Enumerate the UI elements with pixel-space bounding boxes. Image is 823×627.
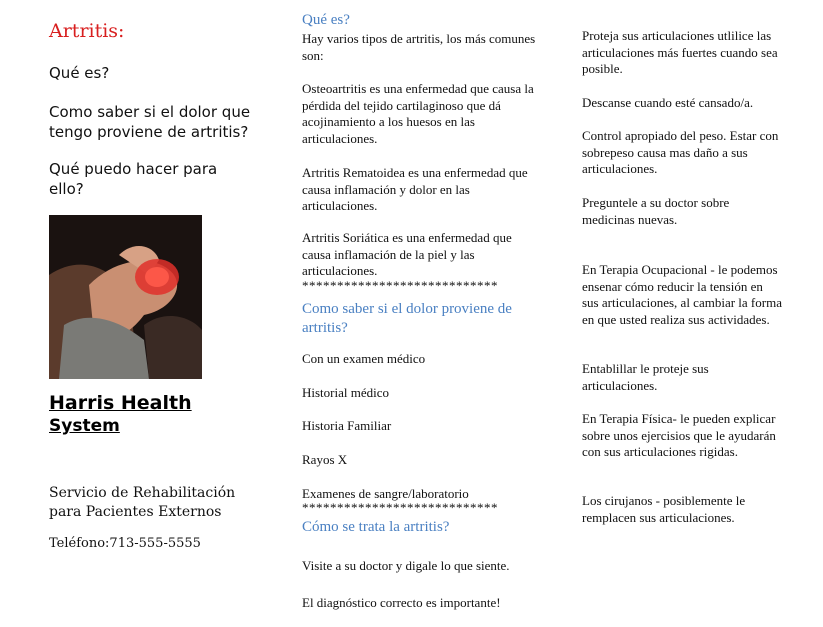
question-how-to-know: Como saber si el dolor que tengo proviene de artritis? [49, 103, 251, 141]
heading-how-to-know: Como saber si el dolor proviene de artritis? [302, 301, 512, 336]
intro-text: Hay varios tipos de artritis, los más comunes son: [302, 31, 536, 63]
separator-2: **************************** [302, 500, 498, 515]
separator-1: **************************** [302, 278, 498, 293]
type-rheumatoid: Artritis Rematoidea es una enfermedad que causa inflamación y dolor en las articulaciones. [302, 165, 528, 214]
heading-what-is: Qué es? [302, 12, 350, 28]
brochure-title: Artritis: [49, 20, 125, 42]
method-blood-test: Examenes de sangre/laboratorio [302, 486, 469, 501]
advice-visit-doctor: Visite a su doctor y digale lo que siente. [302, 558, 510, 573]
brand-name [49, 392, 192, 438]
heading-treatment: Cómo se trata la artritis? [302, 519, 450, 535]
advice-diagnosis: El diagnóstico correcto es importante! [302, 595, 501, 610]
method-history: Historial médico [302, 385, 390, 400]
question-what-is: Qué es? [49, 64, 110, 82]
hand-pain-photo [49, 215, 202, 379]
hand-photo-icon [49, 215, 202, 379]
tip-protect-joints: Proteja sus articulaciones utlilice las articulaciones más fuertes cuando sea posible. [582, 28, 778, 77]
tip-splinting: Entablillar le proteje sus articulaciones. [582, 361, 709, 393]
tip-weight-control: Control apropiado del peso. Estar con sobrepeso causa mas daño a sus articulaciones. [582, 128, 779, 177]
service-description: Servicio de Rehabilitación para Pacientes Externos [49, 485, 236, 520]
method-exam: Con un examen médico [302, 351, 426, 366]
phone-number: Teléfono:713-555-5555 [49, 536, 201, 551]
tip-surgery: Los cirujanos - posiblemente le remplacen sus articulaciones. [582, 493, 746, 525]
method-family: Historia Familiar [302, 418, 392, 433]
brand-line-1: Harris Health [49, 392, 192, 414]
brand-line-2: System [49, 416, 120, 436]
question-what-to-do: Qué puedo hacer para ello? [49, 160, 218, 198]
method-xray: Rayos X [302, 452, 348, 467]
type-psoriatic: Artritis Soriática es una enfermedad que causa inflamación de la piel y las articulaciones. [302, 230, 512, 279]
tip-physical-therapy: En Terapia Física- le pueden explicar sobre unos ejercisios que le ayudarán con sus articulaciones rigidas. [582, 411, 776, 460]
tip-ask-doctor: Preguntele a su doctor sobre medicinas nuevas. [582, 195, 730, 227]
tip-occupational-therapy: En Terapia Ocupacional - le podemos ensenar cómo reducir la tensión en sus articulaciones, al cambiar la forma en que usted realiza sus actividades. [582, 262, 782, 328]
type-osteoarthritis: Osteoartritis es una enfermedad que causa la pérdida del tejido cartilaginoso que dá acojinamiento a los huesos en las articulaciones. [302, 81, 534, 147]
tip-rest: Descanse cuando esté cansado/a. [582, 95, 754, 110]
